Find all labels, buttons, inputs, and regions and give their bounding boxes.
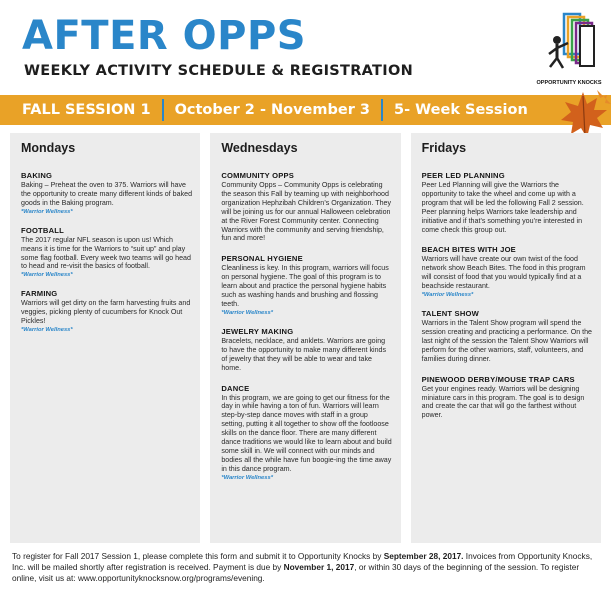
activity-description: Peer Led Planning will give the Warriors the opportunity to take the wheel and come up with a program that will be led the following Fall 2 session. Peer planning helps Warriors take leadership and initiative and if that’s something you’re interested in come check this group out.: [421, 181, 584, 234]
footer-text: , or within 30 days of the beginning of the session. To register online, visit us at: www.opportunityknocksnow.org/programs/evening.: [12, 562, 580, 584]
activity-title: FOOTBALL: [21, 225, 64, 235]
page-subtitle: WEEKLY ACTIVITY SCHEDULE & REGISTRATION: [24, 63, 414, 79]
opportunity-knocks-logo: [534, 10, 604, 94]
wellness-tag: *Warrior Wellness*: [221, 309, 273, 316]
column-wednesdays: [210, 133, 400, 543]
activity-dance: [221, 384, 392, 481]
column-fridays: [411, 133, 601, 543]
activity-community-opps: [221, 171, 392, 243]
activity-description: Baking – Preheat the oven to 375. Warriors will have the opportunity to create many different kinds of baked goods in the Baking program.: [21, 181, 193, 207]
activity-description: Warriors in the Talent Show program will spend the session creating and practicing a performance. On the last night of the session the Talent Show Warriors will perform for the other warriors, staff, volunteers, and families during dinner.: [421, 319, 592, 363]
activity-title: PERSONAL HYGIENE: [221, 254, 303, 264]
banner-dates: October 2 - November 3: [174, 102, 371, 118]
column-mondays: [10, 133, 200, 543]
activity-description: Warriors will get dirty on the farm harvesting fruits and veggies, picking plenty of cucumbers for Knock Out Pickles!: [21, 299, 191, 326]
activity-title: COMMUNITY OPPS: [221, 171, 295, 180]
activity-title: BAKING: [21, 171, 53, 180]
page-title: AFTER OPPS: [22, 13, 307, 59]
activity-baking: [21, 171, 192, 215]
activity-personal-hygiene: [221, 254, 392, 316]
wellness-tag: *Warrior Wellness*: [421, 292, 474, 299]
schedule-columns: [10, 133, 601, 543]
activity-description: Cleanliness is key. In this program, warriors will focus on personal hygiene. The goal of this program is to learn about and practice the personal hygiene habits such as washing hands and brushing and flossing teeth.: [221, 264, 389, 308]
activity-description: Get your engines ready. Warriors will be designing miniature cars in this program. The goal is to design and create the car that will go the farthest without power.: [421, 384, 585, 420]
activity-description: Warriors will have create our own twist of the food network show Beach Bites. The food in this program will consist of food that you would typically find at a beachside restaurant.: [421, 255, 586, 291]
wellness-tag: *Warrior Wellness*: [21, 208, 73, 215]
banner-length: 5- Week Session: [394, 102, 528, 118]
footer-text: Invoices from Opportunity Knocks, Inc. will be mailed shortly after registration is received. Payment is due by: [12, 551, 593, 573]
activity-title: PEER LED PLANNING: [421, 171, 505, 180]
activity-title: BEACH BITES WITH JOE: [421, 245, 516, 255]
activity-beach-bites: [422, 245, 593, 298]
footer-payment-due: November 1, 2017: [283, 562, 355, 573]
wellness-tag: *Warrior Wellness*: [21, 327, 73, 334]
activity-farming: [21, 289, 192, 333]
wellness-tag: *Warrior Wellness*: [21, 272, 73, 279]
day-heading: Wednesdays: [221, 141, 298, 155]
logo-text: OPPORTUNITY KNOCKS: [536, 80, 602, 86]
activity-description: Bracelets, necklace, and anklets. Warriors are going to have the opportunity to make many different kinds of jewelry that they will be able to wear and take home.: [221, 336, 387, 372]
footer-deadline: September 28, 2017.: [383, 551, 464, 561]
registration-footer: [12, 551, 602, 585]
activity-jewelry-making: [221, 327, 392, 373]
wellness-tag: *Warrior Wellness*: [221, 474, 273, 481]
banner-session: FALL SESSION 1: [22, 102, 151, 118]
activity-description: In this program, we are going to get our fitness for the day in while having a ton of fun. Warriors will learn step-by-step dance moves with staff in a group setting, putting it all together to show off the footloose skills on the dance floor. There are many different dance traditions we would like to learn about and build some skill in. We will connect with our minds and bodies all the while have fun boogie-ing the time away in this dance program.: [221, 393, 392, 473]
activity-description: The 2017 regular NFL season is upon us! Which means it is time for the Warriors to “suit up” and play some flag football. Every week two teams will go head to head and re-visit the basics of football.: [21, 235, 191, 271]
footer-text: To register for Fall 2017 Session 1, please complete this form and submit it to Opportunity Knocks by: [12, 551, 384, 561]
day-heading: Fridays: [421, 141, 467, 155]
activity-peer-led-planning: [422, 171, 593, 234]
activity-title: FARMING: [21, 289, 58, 299]
activity-description: Community Opps – Community Opps is celebrating the season this Fall by teaming up with neighborhood organization Hephzibah Children’s Organization. They will be joining us for our annual Halloween celebration at the River Forest Community center. Connecting Warriors with the community and serving friendship, fun and more!: [221, 181, 392, 243]
session-banner: [0, 95, 611, 125]
activity-talent-show: [422, 309, 593, 364]
day-heading: Mondays: [21, 141, 76, 155]
activity-title: TALENT SHOW: [421, 309, 479, 319]
activity-title: DANCE: [221, 383, 250, 393]
activity-pinewood-derby: [422, 375, 593, 421]
banner-divider: [381, 99, 383, 121]
activity-title: PINEWOOD DERBY/MOUSE TRAP CARS: [421, 374, 575, 384]
activity-title: JEWELRY MAKING: [221, 326, 294, 336]
activity-football: [21, 226, 192, 279]
banner-divider: [162, 99, 164, 121]
